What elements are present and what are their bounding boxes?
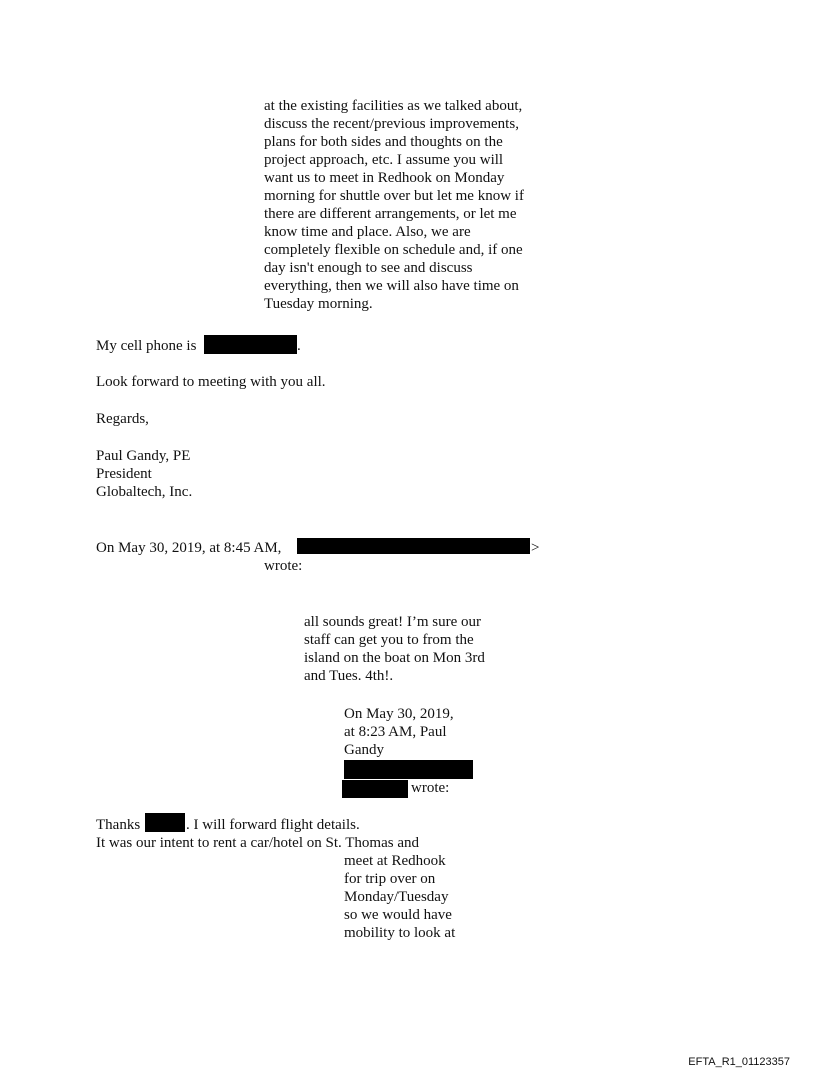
paragraph-line: day isn't enough to see and discuss xyxy=(264,260,473,276)
quote-header-bracket: > xyxy=(531,540,540,556)
reply-line: and Tues. 4th!. xyxy=(304,668,394,684)
signature-name: Paul Gandy, PE xyxy=(96,448,191,464)
quote-header-wrote: wrote: xyxy=(411,780,450,796)
redaction-box xyxy=(342,780,408,798)
intent-line: Monday/Tuesday xyxy=(344,889,449,905)
paragraph-line: plans for both sides and thoughts on the xyxy=(264,134,503,150)
quote-header-line: at 8:23 AM, Paul xyxy=(344,724,447,740)
cell-phone-period: . xyxy=(297,338,301,354)
regards-line: Regards, xyxy=(96,411,149,427)
paragraph-line: morning for shuttle over but let me know if xyxy=(264,188,524,204)
quote-header-wrote: wrote: xyxy=(264,558,303,574)
intent-line: mobility to look at xyxy=(344,925,456,941)
reply-line: all sounds great! I’m sure our xyxy=(304,614,482,630)
paragraph-line: want us to meet in Redhook on Monday xyxy=(264,170,505,186)
intent-line: meet at Redhook xyxy=(344,853,446,869)
intent-line: It was our intent to rent a car/hotel on St. Thomas and xyxy=(96,835,419,851)
cell-phone-label: My cell phone is xyxy=(96,338,197,354)
paragraph-line: at the existing facilities as we talked about, xyxy=(264,98,523,114)
thanks-rest: . I will forward flight details. xyxy=(186,817,360,833)
paragraph-line: project approach, etc. I assume you will xyxy=(264,152,504,168)
quote-header-line: On May 30, 2019, xyxy=(344,706,454,722)
reply-line: island on the boat on Mon 3rd xyxy=(304,650,485,666)
paragraph-line: Tuesday morning. xyxy=(264,296,373,312)
paragraph-line: everything, then we will also have time on xyxy=(264,278,519,294)
paragraph-line: there are different arrangements, or let me xyxy=(264,206,517,222)
intent-line: so we would have xyxy=(344,907,452,923)
signature-company: Globaltech, Inc. xyxy=(96,484,193,500)
redaction-box xyxy=(145,813,185,832)
closing-line: Look forward to meeting with you all. xyxy=(96,374,326,390)
quote-header-date: On May 30, 2019, at 8:45 AM, xyxy=(96,540,282,556)
paragraph-line: discuss the recent/previous improvements, xyxy=(264,116,519,132)
thanks-word: Thanks xyxy=(96,817,141,833)
redaction-box xyxy=(204,335,297,354)
paragraph-line: know time and place. Also, we are xyxy=(264,224,471,240)
reply-line: staff can get you to from the xyxy=(304,632,474,648)
paragraph-line: completely flexible on schedule and, if one xyxy=(264,242,523,258)
redaction-box xyxy=(297,538,530,554)
signature-title: President xyxy=(96,466,152,482)
document-id: EFTA_R1_01123357 xyxy=(688,1056,790,1068)
quote-header-line: Gandy xyxy=(344,742,384,758)
redaction-box xyxy=(344,760,473,779)
intent-line: for trip over on xyxy=(344,871,436,887)
